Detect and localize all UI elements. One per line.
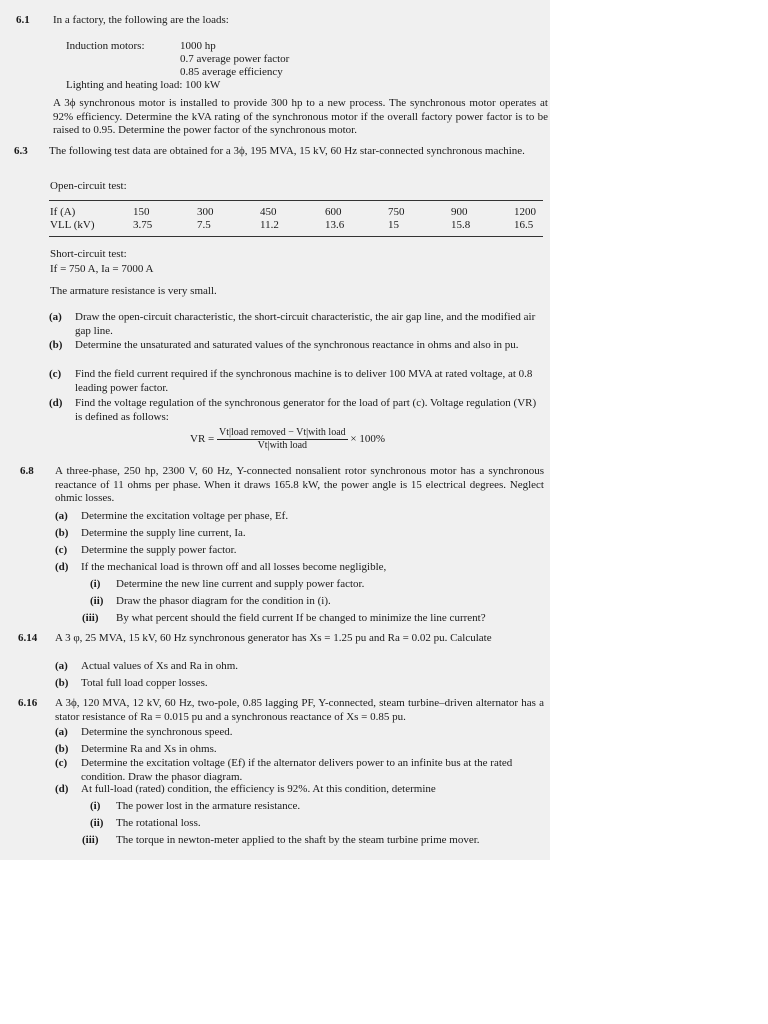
part-text: Find the field current required if the synchronous machine is to deliver 100 MVA at rated voltage, at 0.8 leading power factor. <box>75 368 533 394</box>
part-item <box>49 368 544 395</box>
subpart-text: The power lost in the armature resistance. <box>116 800 301 812</box>
oc-test-title: Open-circuit test: <box>50 180 127 192</box>
problem-number: 6.1 <box>16 14 30 26</box>
subpart-label: (i) <box>90 800 101 812</box>
part-label: (c) <box>49 368 62 380</box>
part-text: Determine the excitation voltage per phase, Ef. <box>81 510 289 522</box>
subpart-text: Determine the new line current and supply power factor. <box>116 578 365 590</box>
problem-number: 6.16 <box>18 697 38 709</box>
table-cell: 16.5 <box>514 219 534 231</box>
problem-intro: A 3 φ, 25 MVA, 15 kV, 60 Hz synchronous generator has Xs = 1.25 pu and Ra = 0.02 pu. Calculate <box>55 632 492 644</box>
formula-factor: × 100% <box>350 433 386 446</box>
part-label: (d) <box>55 561 69 573</box>
part-item <box>55 527 246 541</box>
part-item <box>55 726 233 740</box>
table-row-vll <box>0 219 550 233</box>
part-text: Determine Ra and Xs in ohms. <box>81 743 217 755</box>
part-label: (d) <box>49 397 63 409</box>
part-text: Determine the supply power factor. <box>81 544 237 556</box>
part-label: (b) <box>55 677 69 689</box>
part-item <box>55 677 208 691</box>
subpart-item <box>90 817 201 831</box>
part-label: (b) <box>55 527 69 539</box>
part-text: Determine the excitation voltage (Ef) if the alternator delivers power to an infinite bus at the rated condition. Draw the phasor diagram. <box>81 757 513 783</box>
motors-label: Induction motors: <box>66 40 145 52</box>
subpart-text: The rotational loss. <box>116 817 201 829</box>
part-label: (b) <box>55 743 69 755</box>
table-cell: 300 <box>197 206 214 218</box>
formula-lhs: VR = <box>190 433 215 446</box>
problem-intro: A three-phase, 250 hp, 2300 V, 60 Hz, Y-connected nonsalient rotor synchronous motor has a synchronous reactance of 11 ohms per phase. When it draws 165.8 kW, the power angle is 15 electrical degrees. Neglect ohmic losses. <box>55 465 544 504</box>
table-cell: 450 <box>260 206 277 218</box>
table-cell: 150 <box>133 206 150 218</box>
subpart-item <box>90 578 364 592</box>
part-text: Total full load copper losses. <box>81 677 208 689</box>
part-label: (a) <box>55 660 68 672</box>
part-text: If the mechanical load is thrown off and all losses become negligible, <box>81 561 387 573</box>
table-cell: 900 <box>451 206 468 218</box>
subpart-text: The torque in newton-meter applied to the shaft by the steam turbine prime mover. <box>116 834 480 846</box>
part-item <box>49 339 544 353</box>
table-cell: 15.8 <box>451 219 471 231</box>
part-item <box>55 783 436 797</box>
part-item <box>55 561 386 575</box>
lighting-load: Lighting and heating load: 100 kW <box>66 79 221 91</box>
part-text: Actual values of Xs and Ra in ohm. <box>81 660 239 672</box>
subpart-label: (i) <box>90 578 101 590</box>
problem-body: A 3ϕ synchronous motor is installed to provide 300 hp to a new process. The synchronous motor operates at 92% efficiency. Determine the kVA rating of the synchronous motor if the overall factory power factor is to be raised to 0.95. Determine the power factor of the synchronous motor. <box>53 97 548 136</box>
subpart-label: (ii) <box>90 817 104 829</box>
table-cell: 7.5 <box>197 219 211 231</box>
part-label: (a) <box>55 510 68 522</box>
part-label: (a) <box>49 311 62 323</box>
table-rule <box>49 236 543 237</box>
row-label: VLL (kV) <box>50 219 95 231</box>
subpart-item <box>82 612 486 626</box>
part-text: Determine the synchronous speed. <box>81 726 233 738</box>
part-label: (b) <box>49 339 63 351</box>
motor-spec: 0.85 average efficiency <box>180 66 283 78</box>
sc-test-title: Short-circuit test: <box>50 248 127 260</box>
part-item <box>55 544 236 558</box>
motor-spec: 1000 hp <box>180 40 216 52</box>
problem-number: 6.14 <box>18 632 38 644</box>
problem-number: 6.3 <box>14 145 28 157</box>
table-cell: 750 <box>388 206 405 218</box>
subpart-item <box>90 800 300 814</box>
part-text: Determine the supply line current, Ia. <box>81 527 246 539</box>
subpart-text: By what percent should the field current If be changed to minimize the line current? <box>116 612 486 624</box>
part-item <box>49 397 544 424</box>
formula-numerator: Vt|load removed − Vt|with load <box>218 427 346 438</box>
part-label: (c) <box>55 544 68 556</box>
subpart-text: Draw the phasor diagram for the condition in (i). <box>116 595 331 607</box>
vr-formula <box>190 427 385 452</box>
subpart-label: (iii) <box>82 834 99 846</box>
resistance-note: The armature resistance is very small. <box>50 285 217 297</box>
problem-intro: The following test data are obtained for a 3ϕ, 195 MVA, 15 kV, 60 Hz star-connected synchronous machine. <box>49 145 525 157</box>
table-cell: 15 <box>388 219 399 231</box>
problem-number: 6.8 <box>20 465 34 477</box>
formula-denominator: Vt|with load <box>257 440 308 451</box>
part-text: Find the voltage regulation of the synchronous generator for the load of part (c). Voltage regulation (VR) is defined as follows: <box>75 397 537 423</box>
part-label: (a) <box>55 726 68 738</box>
problem-intro: In a factory, the following are the loads: <box>53 14 229 26</box>
subpart-label: (iii) <box>82 612 99 624</box>
subpart-item <box>90 595 331 609</box>
table-cell: 11.2 <box>260 219 279 231</box>
part-item <box>55 510 288 524</box>
table-cell: 3.75 <box>133 219 153 231</box>
motor-spec: 0.7 average power factor <box>180 53 290 65</box>
part-label: (c) <box>55 757 68 769</box>
part-text: At full-load (rated) condition, the efficiency is 92%. At this condition, determine <box>81 783 436 795</box>
table-cell: 600 <box>325 206 342 218</box>
part-label: (d) <box>55 783 69 795</box>
table-row-if <box>0 206 550 220</box>
row-label: If (A) <box>50 206 76 218</box>
part-item <box>55 757 544 784</box>
formula-fraction <box>217 427 348 452</box>
part-item <box>55 660 238 674</box>
sc-test-values: If = 750 A, Ia = 7000 A <box>50 263 154 275</box>
part-text: Determine the unsaturated and saturated values of the synchronous reactance in ohms and also in pu. <box>75 339 519 351</box>
part-item <box>55 743 217 757</box>
table-rule <box>49 200 543 201</box>
subpart-label: (ii) <box>90 595 104 607</box>
problem-intro: A 3ϕ, 120 MVA, 12 kV, 60 Hz, two-pole, 0.85 lagging PF, Y-connected, steam turbine–driven alternator has a stator resistance of Ra = 0.015 pu and a synchronous reactance of Xs = 0.85 pu. <box>55 697 544 723</box>
subpart-item <box>82 834 480 848</box>
table-cell: 1200 <box>514 206 536 218</box>
part-item <box>49 311 544 338</box>
part-text: Draw the open-circuit characteristic, the short-circuit characteristic, the air gap line, and the modified air gap line. <box>75 311 536 337</box>
table-cell: 13.6 <box>325 219 345 231</box>
